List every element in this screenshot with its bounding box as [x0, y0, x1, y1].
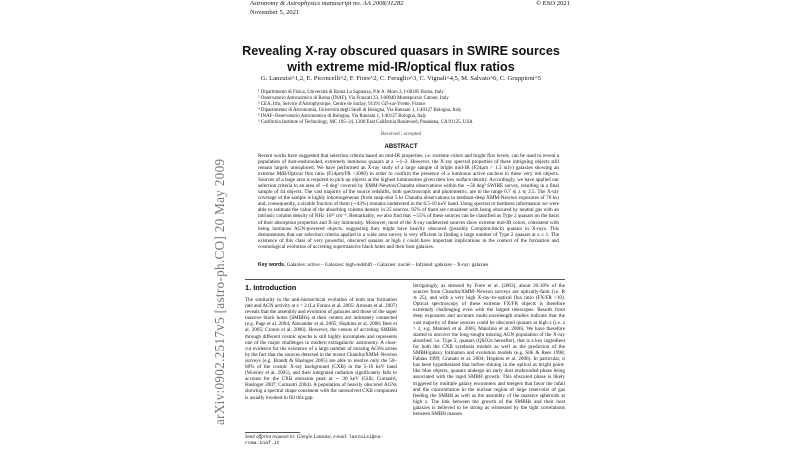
- journal-line: Astronomy & Astrophysics manuscript no. AA 2008/11282: [250, 0, 404, 7]
- abstract-heading: ABSTRACT: [384, 144, 418, 150]
- received-line: Received ; accepted: [381, 132, 421, 137]
- paper-title: Revealing X-ray obscured quasars in SWIRE sources with extreme mid-IR/optical flux ratios: [242, 44, 560, 74]
- footnote-email[interactable]: lanzuisi@oa-roma.inaf.it: [245, 435, 384, 446]
- affiliation-item: ⁵ INAF–Osservatorio Astronomico di Bologna, Via Ranzani 1, I-40127 Bologna, Italy: [258, 114, 427, 119]
- keywords-label: Key words.: [258, 262, 286, 268]
- header-date: November 5, 2021: [250, 8, 300, 16]
- footnote-label: Send offprint requests to: Giorgio Lanzuisi, e-mail:: [245, 435, 348, 440]
- journal-header: [250, 0, 403, 17]
- affiliation-item: ⁶ California Institute of Technology, MC 105–24, 1200 East California Boulevard, Pasadena, CA 91125, USA: [258, 120, 473, 125]
- abstract-text: Recent works have suggested that selection criteria based on mid-IR properties, i.e. extreme colors and bright flux levels, can be used to reveal a population of dust-enshrouded, extremely luminous quasars at z ∼1–2. However, the X-ray spectral properties of these intriguing objects still remain largely unexplored. We have performed an X-ray study of a large sample of bright mid-IR (F24μm > 1.3 mJy) galaxies showing an extreme MIR/Optical flux ratio (F24μm/FR >2000) in order to confirm the presence of a luminous active nucleus in these very red objects. Sources of a large area is required to pick up objects at the highest luminosities given their low surface density. Accordingly, we have applied our selection criteria to an area of ∼6 deg² covered by XMM-Newton/Chandra observations within the ∼50 deg² SWIRE survey, resulting in a final sample of 44 objects. The vast majority of the source redshifts, both spectroscopic and photometric, are in the range 0.7 ≲ z ≲ 2.5. The X-ray coverage of the sample is highly inhomogeneous (from snap-shot 5 ks Chandra observations to medium-deep XMM-Newton exposures of 70 ks) and, consequently, a sizable fraction of them (∼43%) remains undetected in the 0.5-10 keV band. Using spectral or hardness information we were able to estimate the value of the absorbing column density in 25 sources. 95% of them are consistent with being obscured by neutral gas with an intrinsic column density of NH≥ 10²² cm⁻². Remarkably, we also find that ∼55% of these sources can be classified as Type 2 quasars on the basis of their absorption properties and X-ray luminosity. Moreover, most of the X-ray undetected sources show extreme mid-IR colors, consistent with being luminous AGN-powered objects, suggesting they might have heavily obscured (possibly Compton-thick) quasars in X-rays. This demonstrates that our selection criteria applied to a wide area survey is very efficient in finding a large number of Type 2 quasars at z ≥ 1. The existence of this class of very powerful, obscured quasars at high z could have important implications in the context of the formation and cosmological evolution of accreting supermassive black holes and their host galaxies.: [258, 153, 559, 250]
- affiliation-list: [258, 90, 558, 126]
- author-list: G. Lanzuisi^1,2, E. Piconcelli^2, F. Fiore^2, C. Feruglio^3, C. Vignali^4,5, M. Salvato^6, C. Gruppioni^5: [261, 75, 541, 82]
- intro-column-right: Intriguingly, as stressed by Fiore et al. (2003), about 20-30% of the sources from Chandra/XMM–Newton surveys are optically-faint (i.e. R ≳ 25), and with a very high X-ray–to-optical flux ratio (FX/FR >10). Optical spectroscopy of these extreme FX/FR objects is therefore extremely challenging even with the largest telescopes. Results from deep exposures and accurate multi-wavelength studies indicate that the vast majority of these sources could be obscured quasars at high z (i.e. z > 1; e.g. Mainieri et al. 2005; Maiolino et al. 2006). We have therefore started to uncover the long-sought missing AGN population of the X-ray absorbed, i.e. Type 2, quasars (QSO2s hereafter), that is a key ingredient for both the CXB synthesis models as well as the prediction of the SMBH/galaxy formation and evolution models (e.g. Silk & Rees 1998; Fabian 1999; Granato et al. 2004; Hopkins et al. 2006). In particular, it has been hypothesized that before shining in the optical as bright point-like blue objects, quasars undergo an early dust enshrouded phase being associated with the rapid SMBH growth. This obscured phase is likely triggered by multiple galaxy encounters and mergers that favor the infall and the concentration in the nuclear region of large reservoirs of gas feeding the SMBH as well as the assembly of the massive spheroids at high z. The link between the growth of the SMBHs and their host galaxies is believed to be strong as witnessed by the tight correlations between SMBH masses: [413, 283, 565, 417]
- arxiv-stamp-text: arXiv:0902.2517v5 [astro-ph.CO] 20 May 2009: [212, 158, 227, 425]
- affiliation-item: ¹ Dipartimento di Fisica, Università di Roma La Sapienza, P.le A. Moro 2, I-00185 Roma, Italy: [258, 90, 444, 95]
- section-divider: [245, 279, 565, 280]
- section-heading: 1. Introduction: [245, 283, 297, 292]
- intro-column-left: The similarity in the anti-hierarchical evolution of both star formation rate and AGN activity at z < 2 (La Franca et al. 2005; Arnouts et al. 2007) reveals that the assembly and evolution of galaxies and those of the super massive black holes (SMBHs) at their centers are intimately connected (e.g. Page et al. 2004; Alexander et al. 2005; Hopkins et al. 2006; Best et al. 2005; Croton et al. 2006). However, the census of accreting SMBHs through different cosmic epochs is still highly incomplete and represents one of the major challenges in modern extragalactic astronomy. A clear-cut evidence for the existence of a large number of missing AGNs arises by the fact that the sources detected in the recent Chandra/XMM–Newton surveys (e.g. Brandt & Hasinger 2005) are able to resolve only the 50–60% of the cosmic X-ray background (CXB) in the 5-10 keV band (Worsley et al. 2005), and their integrated radiation significantly fails to account for the CXB emission peak at ∼ 30 keV (Gilli, Comastri, Hasinger 2007; Comastri 2004). A population of heavily obscured AGNs showing a spectral shape consistent with the unresolved CXB component is usually invoked to fill this gap.: [245, 297, 397, 401]
- copyright-line: © ESO 2021: [536, 0, 570, 7]
- affiliation-item: ³ CEA, Irfu, Service d'Astrophysique, Centre de Saclay, 91191 Gif-sur-Yvette, France: [258, 102, 426, 107]
- affiliation-item: ⁴ Dipartimento di Astronomia, Università degli Studi di Bologna, Via Ranzani 1, I-40127 Bologna, Italy: [258, 108, 462, 113]
- arxiv-stamp: [212, 95, 232, 425]
- keywords-text: Galaxies: active – Galaxies: high-redshift – Galaxies: nuclei – Infrared: galaxies – X-ray: galaxies: [286, 262, 489, 268]
- footnote: [245, 435, 397, 447]
- footnote-divider: [245, 432, 300, 433]
- affiliation-item: ² Osservatorio Astronomico di Roma (INAF), Via Frascati 33, I-00040 Monteporzio Catone, Italy: [258, 96, 449, 101]
- keywords-line: [258, 262, 559, 268]
